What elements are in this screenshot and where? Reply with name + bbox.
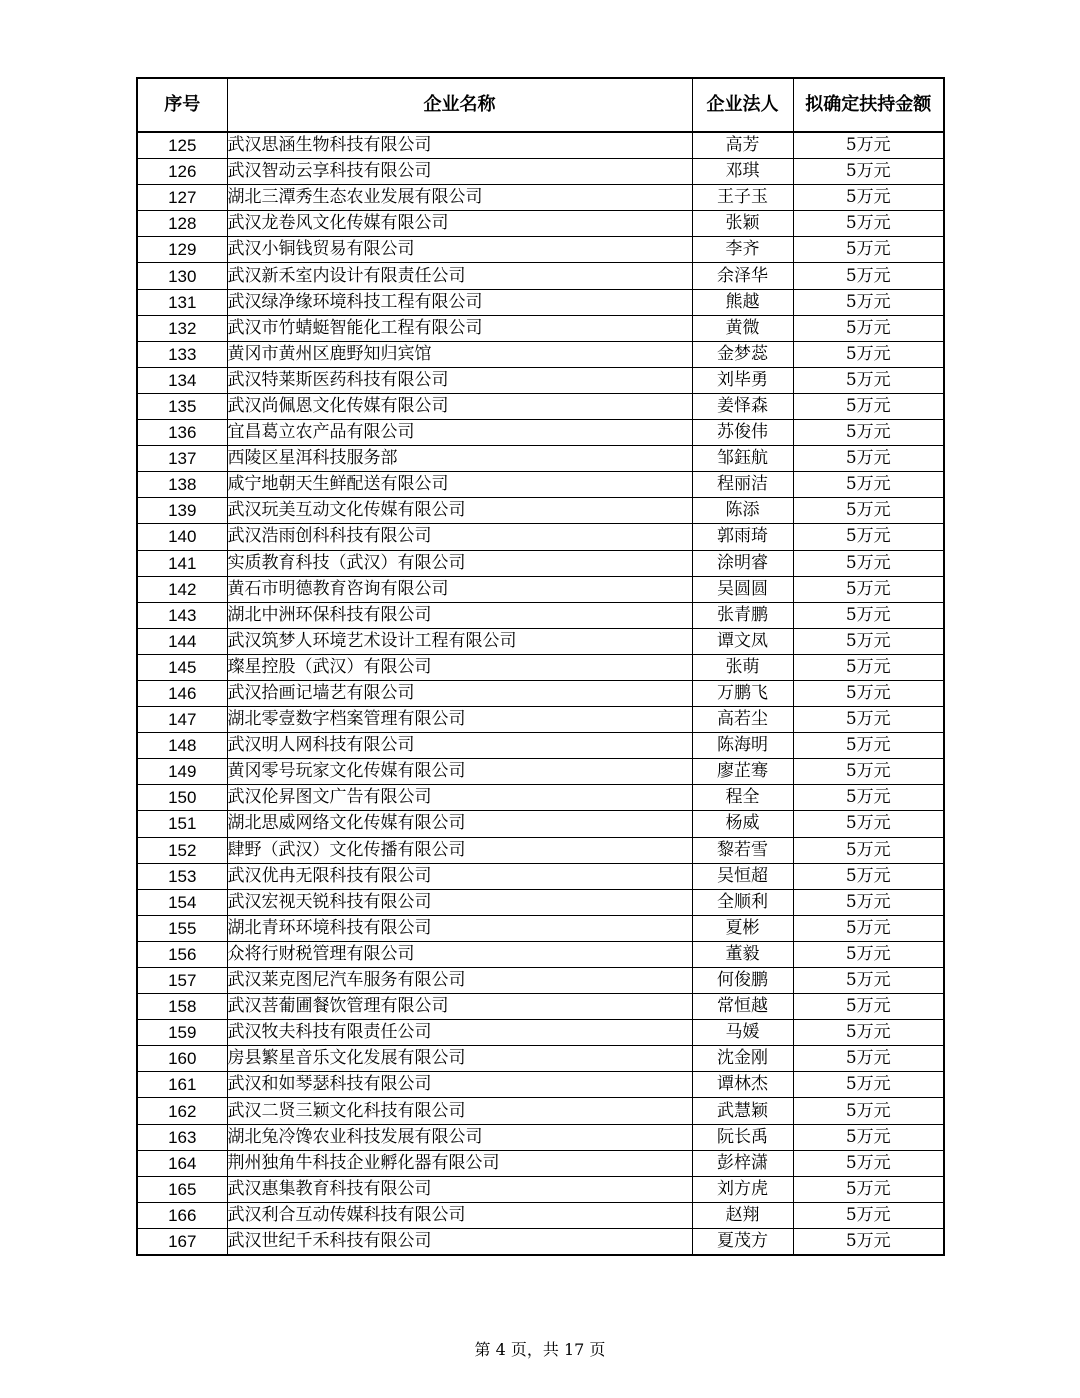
cell-legal-representative: 武慧颖 xyxy=(692,1098,793,1124)
cell-company-name: 武汉宏视天锐科技有限公司 xyxy=(227,889,692,915)
cell-legal-representative: 夏茂方 xyxy=(692,1228,793,1255)
cell-support-amount: 5万元 xyxy=(793,446,944,472)
table-row xyxy=(137,837,944,863)
cell-serial-number: 146 xyxy=(137,680,227,706)
table-row xyxy=(137,498,944,524)
cell-serial-number: 152 xyxy=(137,837,227,863)
cell-company-name: 湖北青环环境科技有限公司 xyxy=(227,915,692,941)
cell-company-name: 房县繁星音乐文化发展有限公司 xyxy=(227,1046,692,1072)
table-row xyxy=(137,915,944,941)
table-row xyxy=(137,289,944,315)
cell-legal-representative: 程全 xyxy=(692,785,793,811)
cell-serial-number: 142 xyxy=(137,576,227,602)
cell-company-name: 武汉尚佩恩文化传媒有限公司 xyxy=(227,393,692,419)
cell-support-amount: 5万元 xyxy=(793,211,944,237)
table-row xyxy=(137,863,944,889)
cell-serial-number: 150 xyxy=(137,785,227,811)
cell-serial-number: 130 xyxy=(137,263,227,289)
table-row xyxy=(137,811,944,837)
cell-legal-representative: 陈添 xyxy=(692,498,793,524)
table-row xyxy=(137,237,944,263)
table-row xyxy=(137,211,944,237)
cell-legal-representative: 廖芷骞 xyxy=(692,759,793,785)
cell-company-name: 咸宁地朝天生鲜配送有限公司 xyxy=(227,472,692,498)
cell-support-amount: 5万元 xyxy=(793,707,944,733)
cell-support-amount: 5万元 xyxy=(793,1228,944,1255)
cell-legal-representative: 熊越 xyxy=(692,289,793,315)
cell-legal-representative: 万鹏飞 xyxy=(692,680,793,706)
cell-support-amount: 5万元 xyxy=(793,1176,944,1202)
table-row xyxy=(137,1202,944,1228)
cell-company-name: 湖北三潭秀生态农业发展有限公司 xyxy=(227,185,692,211)
cell-support-amount: 5万元 xyxy=(793,420,944,446)
table-row xyxy=(137,550,944,576)
cell-legal-representative: 张萌 xyxy=(692,654,793,680)
cell-legal-representative: 常恒越 xyxy=(692,994,793,1020)
cell-serial-number: 140 xyxy=(137,524,227,550)
table-row xyxy=(137,315,944,341)
header-row xyxy=(137,78,944,132)
cell-company-name: 武汉惠集教育科技有限公司 xyxy=(227,1176,692,1202)
cell-legal-representative: 李齐 xyxy=(692,237,793,263)
cell-support-amount: 5万元 xyxy=(793,811,944,837)
cell-serial-number: 153 xyxy=(137,863,227,889)
cell-serial-number: 148 xyxy=(137,733,227,759)
table-row xyxy=(137,968,944,994)
table-row xyxy=(137,132,944,159)
cell-company-name: 武汉明人网科技有限公司 xyxy=(227,733,692,759)
cell-company-name: 武汉特莱斯医药科技有限公司 xyxy=(227,367,692,393)
cell-support-amount: 5万元 xyxy=(793,863,944,889)
cell-company-name: 武汉浩雨创科科技有限公司 xyxy=(227,524,692,550)
cell-company-name: 武汉牧夫科技有限责任公司 xyxy=(227,1020,692,1046)
cell-support-amount: 5万元 xyxy=(793,576,944,602)
cell-legal-representative: 沈金刚 xyxy=(692,1046,793,1072)
cell-support-amount: 5万元 xyxy=(793,785,944,811)
cell-legal-representative: 张颖 xyxy=(692,211,793,237)
cell-support-amount: 5万元 xyxy=(793,602,944,628)
cell-legal-representative: 苏俊伟 xyxy=(692,420,793,446)
table-row xyxy=(137,341,944,367)
cell-support-amount: 5万元 xyxy=(793,367,944,393)
funding-list-table xyxy=(136,77,945,1256)
header-company-name: 企业名称 xyxy=(227,78,692,132)
cell-legal-representative: 姜怿森 xyxy=(692,393,793,419)
cell-legal-representative: 全顺利 xyxy=(692,889,793,915)
cell-support-amount: 5万元 xyxy=(793,680,944,706)
cell-support-amount: 5万元 xyxy=(793,524,944,550)
cell-legal-representative: 吴圆圆 xyxy=(692,576,793,602)
table-row xyxy=(137,994,944,1020)
table-row xyxy=(137,889,944,915)
cell-support-amount: 5万元 xyxy=(793,889,944,915)
cell-company-name: 武汉二贤三颖文化科技有限公司 xyxy=(227,1098,692,1124)
table-row xyxy=(137,1150,944,1176)
cell-serial-number: 134 xyxy=(137,367,227,393)
cell-company-name: 武汉菩葡圃餐饮管理有限公司 xyxy=(227,994,692,1020)
cell-support-amount: 5万元 xyxy=(793,1020,944,1046)
table-row xyxy=(137,1072,944,1098)
cell-legal-representative: 王子玉 xyxy=(692,185,793,211)
cell-serial-number: 155 xyxy=(137,915,227,941)
cell-serial-number: 147 xyxy=(137,707,227,733)
cell-serial-number: 145 xyxy=(137,654,227,680)
cell-serial-number: 126 xyxy=(137,159,227,185)
cell-company-name: 武汉市竹蜻蜓智能化工程有限公司 xyxy=(227,315,692,341)
cell-company-name: 璨星控股（武汉）有限公司 xyxy=(227,654,692,680)
table-row xyxy=(137,733,944,759)
cell-serial-number: 151 xyxy=(137,811,227,837)
cell-serial-number: 125 xyxy=(137,132,227,159)
cell-legal-representative: 张青鹏 xyxy=(692,602,793,628)
cell-legal-representative: 赵翔 xyxy=(692,1202,793,1228)
cell-legal-representative: 高芳 xyxy=(692,132,793,159)
cell-support-amount: 5万元 xyxy=(793,628,944,654)
table-row xyxy=(137,472,944,498)
cell-company-name: 黄冈市黄州区鹿野知归宾馆 xyxy=(227,341,692,367)
table-row xyxy=(137,1228,944,1255)
cell-support-amount: 5万元 xyxy=(793,1202,944,1228)
cell-company-name: 武汉莱克图尼汽车服务有限公司 xyxy=(227,968,692,994)
cell-legal-representative: 陈海明 xyxy=(692,733,793,759)
cell-support-amount: 5万元 xyxy=(793,159,944,185)
table-row xyxy=(137,159,944,185)
cell-legal-representative: 马媛 xyxy=(692,1020,793,1046)
table-row xyxy=(137,185,944,211)
cell-support-amount: 5万元 xyxy=(793,472,944,498)
cell-legal-representative: 何俊鹏 xyxy=(692,968,793,994)
table-row xyxy=(137,263,944,289)
cell-serial-number: 159 xyxy=(137,1020,227,1046)
header-legal-representative: 企业法人 xyxy=(692,78,793,132)
cell-legal-representative: 黄微 xyxy=(692,315,793,341)
cell-legal-representative: 黎若雪 xyxy=(692,837,793,863)
cell-serial-number: 141 xyxy=(137,550,227,576)
table-row xyxy=(137,420,944,446)
cell-support-amount: 5万元 xyxy=(793,1046,944,1072)
cell-legal-representative: 董毅 xyxy=(692,941,793,967)
cell-company-name: 武汉智动云享科技有限公司 xyxy=(227,159,692,185)
cell-serial-number: 164 xyxy=(137,1150,227,1176)
cell-serial-number: 160 xyxy=(137,1046,227,1072)
table-header xyxy=(137,78,944,132)
cell-company-name: 宜昌葛立农产品有限公司 xyxy=(227,420,692,446)
cell-support-amount: 5万元 xyxy=(793,315,944,341)
cell-support-amount: 5万元 xyxy=(793,837,944,863)
cell-company-name: 武汉拾画记墙艺有限公司 xyxy=(227,680,692,706)
cell-legal-representative: 彭梓潇 xyxy=(692,1150,793,1176)
cell-legal-representative: 刘方虎 xyxy=(692,1176,793,1202)
cell-company-name: 武汉和如琴瑟科技有限公司 xyxy=(227,1072,692,1098)
cell-serial-number: 137 xyxy=(137,446,227,472)
cell-serial-number: 162 xyxy=(137,1098,227,1124)
cell-serial-number: 129 xyxy=(137,237,227,263)
cell-legal-representative: 余泽华 xyxy=(692,263,793,289)
cell-support-amount: 5万元 xyxy=(793,968,944,994)
cell-legal-representative: 夏彬 xyxy=(692,915,793,941)
cell-support-amount: 5万元 xyxy=(793,132,944,159)
cell-serial-number: 128 xyxy=(137,211,227,237)
cell-support-amount: 5万元 xyxy=(793,263,944,289)
cell-company-name: 湖北零壹数字档案管理有限公司 xyxy=(227,707,692,733)
cell-serial-number: 161 xyxy=(137,1072,227,1098)
cell-support-amount: 5万元 xyxy=(793,289,944,315)
cell-serial-number: 136 xyxy=(137,420,227,446)
cell-serial-number: 138 xyxy=(137,472,227,498)
cell-legal-representative: 阮长禹 xyxy=(692,1124,793,1150)
cell-serial-number: 133 xyxy=(137,341,227,367)
cell-serial-number: 165 xyxy=(137,1176,227,1202)
cell-company-name: 武汉筑梦人环境艺术设计工程有限公司 xyxy=(227,628,692,654)
table-row xyxy=(137,602,944,628)
table-row xyxy=(137,393,944,419)
cell-company-name: 黄石市明德教育咨询有限公司 xyxy=(227,576,692,602)
cell-serial-number: 167 xyxy=(137,1228,227,1255)
cell-serial-number: 131 xyxy=(137,289,227,315)
cell-legal-representative: 郭雨琦 xyxy=(692,524,793,550)
cell-company-name: 武汉新禾室内设计有限责任公司 xyxy=(227,263,692,289)
cell-company-name: 武汉伦昇图文广告有限公司 xyxy=(227,785,692,811)
cell-serial-number: 127 xyxy=(137,185,227,211)
table-row xyxy=(137,680,944,706)
table-row xyxy=(137,759,944,785)
cell-support-amount: 5万元 xyxy=(793,915,944,941)
table-row xyxy=(137,654,944,680)
table-body xyxy=(137,132,944,1255)
cell-company-name: 武汉思涵生物科技有限公司 xyxy=(227,132,692,159)
header-support-amount: 拟确定扶持金额 xyxy=(793,78,944,132)
cell-serial-number: 158 xyxy=(137,994,227,1020)
cell-legal-representative: 涂明睿 xyxy=(692,550,793,576)
cell-support-amount: 5万元 xyxy=(793,733,944,759)
cell-support-amount: 5万元 xyxy=(793,941,944,967)
cell-company-name: 武汉龙卷风文化传媒有限公司 xyxy=(227,211,692,237)
table-row xyxy=(137,446,944,472)
cell-legal-representative: 吴恒超 xyxy=(692,863,793,889)
cell-support-amount: 5万元 xyxy=(793,654,944,680)
cell-company-name: 实质教育科技（武汉）有限公司 xyxy=(227,550,692,576)
table-row xyxy=(137,785,944,811)
cell-legal-representative: 刘毕勇 xyxy=(692,367,793,393)
cell-company-name: 黄冈零号玩家文化传媒有限公司 xyxy=(227,759,692,785)
cell-company-name: 湖北中洲环保科技有限公司 xyxy=(227,602,692,628)
cell-legal-representative: 谭林杰 xyxy=(692,1072,793,1098)
cell-support-amount: 5万元 xyxy=(793,1072,944,1098)
cell-support-amount: 5万元 xyxy=(793,185,944,211)
cell-legal-representative: 程丽洁 xyxy=(692,472,793,498)
cell-serial-number: 143 xyxy=(137,602,227,628)
cell-legal-representative: 杨威 xyxy=(692,811,793,837)
cell-support-amount: 5万元 xyxy=(793,1098,944,1124)
cell-support-amount: 5万元 xyxy=(793,237,944,263)
cell-company-name: 武汉小铜钱贸易有限公司 xyxy=(227,237,692,263)
cell-company-name: 众将行财税管理有限公司 xyxy=(227,941,692,967)
cell-serial-number: 149 xyxy=(137,759,227,785)
cell-legal-representative: 谭文凤 xyxy=(692,628,793,654)
cell-support-amount: 5万元 xyxy=(793,341,944,367)
cell-serial-number: 156 xyxy=(137,941,227,967)
cell-company-name: 湖北思威网络文化传媒有限公司 xyxy=(227,811,692,837)
cell-company-name: 武汉玩美互动文化传媒有限公司 xyxy=(227,498,692,524)
table-row xyxy=(137,1020,944,1046)
cell-legal-representative: 高若尘 xyxy=(692,707,793,733)
table-row xyxy=(137,941,944,967)
cell-support-amount: 5万元 xyxy=(793,393,944,419)
table-row xyxy=(137,524,944,550)
cell-support-amount: 5万元 xyxy=(793,550,944,576)
table-row xyxy=(137,1124,944,1150)
cell-serial-number: 139 xyxy=(137,498,227,524)
cell-company-name: 武汉优冉无限科技有限公司 xyxy=(227,863,692,889)
table-row xyxy=(137,628,944,654)
cell-support-amount: 5万元 xyxy=(793,1150,944,1176)
cell-serial-number: 135 xyxy=(137,393,227,419)
cell-legal-representative: 邹鈺航 xyxy=(692,446,793,472)
cell-company-name: 肆野（武汉）文化传播有限公司 xyxy=(227,837,692,863)
cell-company-name: 湖北兔冷馋农业科技发展有限公司 xyxy=(227,1124,692,1150)
cell-serial-number: 163 xyxy=(137,1124,227,1150)
cell-serial-number: 154 xyxy=(137,889,227,915)
table-row xyxy=(137,707,944,733)
cell-company-name: 武汉绿净缘环境科技工程有限公司 xyxy=(227,289,692,315)
cell-company-name: 武汉世纪千禾科技有限公司 xyxy=(227,1228,692,1255)
cell-support-amount: 5万元 xyxy=(793,994,944,1020)
table-row xyxy=(137,1046,944,1072)
cell-company-name: 荆州独角牛科技企业孵化器有限公司 xyxy=(227,1150,692,1176)
table-row xyxy=(137,367,944,393)
table-row xyxy=(137,576,944,602)
cell-serial-number: 166 xyxy=(137,1202,227,1228)
cell-support-amount: 5万元 xyxy=(793,1124,944,1150)
table-row xyxy=(137,1098,944,1124)
cell-serial-number: 132 xyxy=(137,315,227,341)
cell-serial-number: 144 xyxy=(137,628,227,654)
cell-legal-representative: 邓琪 xyxy=(692,159,793,185)
cell-legal-representative: 金梦蕊 xyxy=(692,341,793,367)
table-row xyxy=(137,1176,944,1202)
page-footer: 第 4 页，共 17 页 xyxy=(474,1340,606,1359)
cell-support-amount: 5万元 xyxy=(793,759,944,785)
cell-support-amount: 5万元 xyxy=(793,498,944,524)
header-serial-number: 序号 xyxy=(137,78,227,132)
cell-company-name: 西陵区星洱科技服务部 xyxy=(227,446,692,472)
cell-company-name: 武汉利合互动传媒科技有限公司 xyxy=(227,1202,692,1228)
cell-serial-number: 157 xyxy=(137,968,227,994)
